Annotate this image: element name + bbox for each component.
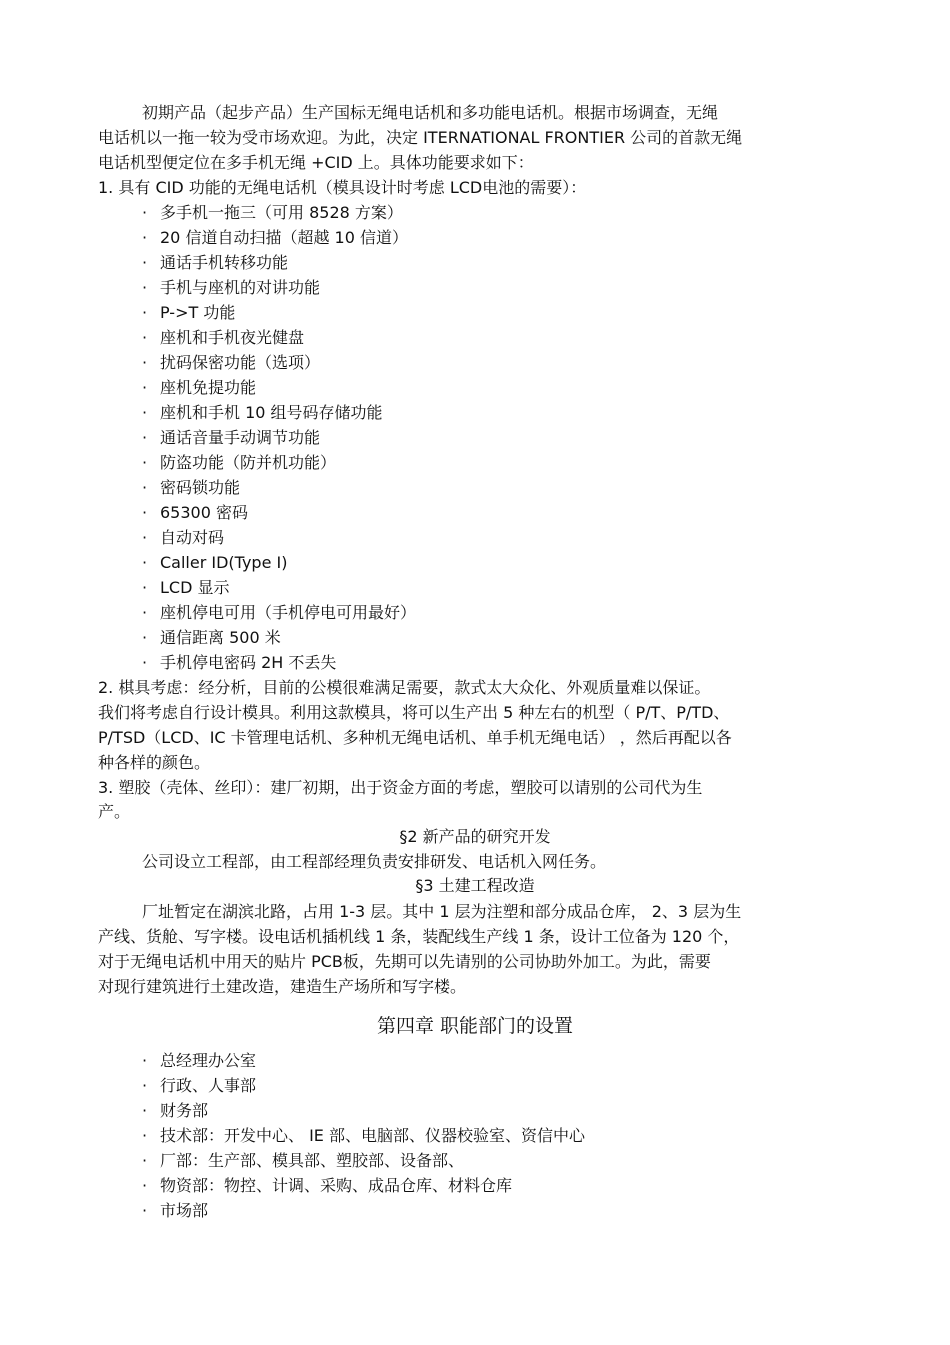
bullet-icon: · — [142, 528, 148, 547]
intro-line-1: 初期产品（起步产品）生产国标无绳电话机和多功能电话机。根据市场调查，无绳 — [142, 103, 719, 122]
bullet-icon: · — [142, 203, 148, 222]
bullet-icon: · — [142, 453, 148, 472]
bullet-icon: · — [142, 253, 148, 272]
bullet-icon: · — [142, 1101, 148, 1120]
bullet-icon: · — [142, 653, 148, 672]
bullet-icon: · — [142, 1126, 148, 1145]
bullet-icon: · — [142, 428, 148, 447]
list-item: · 座机免提功能 — [142, 376, 256, 400]
list-item: · 扰码保密功能（选项） — [142, 351, 320, 375]
item-3-line-1: 3. 塑胶（壳体、丝印）：建厂初期，出于资金方面的考虑，塑胶可以请别的公司代为生 — [98, 778, 703, 797]
list-item: · LCD 显示 — [142, 576, 230, 600]
list-item: · 市场部 — [142, 1199, 208, 1223]
item-2-line-1: 2. 棋具考虑：经分析，目前的公模很难满足需要，款式太大众化、外观质量难以保证。 — [98, 678, 711, 697]
list-item: · 技术部：开发中心、 IE 部、电脑部、仪器校验室、资信中心 — [142, 1124, 585, 1148]
item-2-line-3: P/TSD（LCD、IC 卡管理电话机、多种机无绳电话机、单手机无绳电话） ，然后再配以各 — [98, 728, 732, 747]
section-2-title: §2 新产品的研究开发 — [399, 827, 551, 846]
bullet-icon: · — [142, 1176, 148, 1195]
chapter-4-title: 第四章 职能部门的设置 — [376, 1015, 574, 1037]
list-item: · Caller ID(Type I) — [142, 551, 287, 575]
list-item: · 自动对码 — [142, 526, 224, 550]
section-3-line-1: 厂址暂定在湖滨北路，占用 1-3 层。其中 1 层为注塑和部分成品仓库， 2、3 层为生 — [142, 902, 742, 921]
bullet-icon: · — [142, 1151, 148, 1170]
list-item: · 通信距离 500 米 — [142, 626, 281, 650]
bullet-icon: · — [142, 353, 148, 372]
list-item: · 座机和手机夜光健盘 — [142, 326, 304, 350]
bullet-icon: · — [142, 278, 148, 297]
bullet-icon: · — [142, 603, 148, 622]
list-item: · 20 信道自动扫描（超越 10 信道） — [142, 226, 408, 250]
item-1-heading: 1. 具有 CID 功能的无绳电话机（模具设计时考虑 LCD电池的需要）： — [98, 178, 587, 197]
bullet-icon: · — [142, 378, 148, 397]
list-item: · 密码锁功能 — [142, 476, 240, 500]
section-3-title: §3 土建工程改造 — [415, 876, 535, 895]
bullet-icon: · — [142, 628, 148, 647]
list-item: · 手机与座机的对讲功能 — [142, 276, 320, 300]
bullet-icon: · — [142, 553, 148, 572]
list-item: · 通话音量手动调节功能 — [142, 426, 320, 450]
list-item: · 多手机一拖三（可用 8528 方案） — [142, 201, 403, 225]
section-3-line-3: 对于无绳电话机中用天的贴片 PCB板，先期可以先请别的公司协助外加工。为此，需要 — [98, 952, 711, 971]
list-item: · 总经理办公室 — [142, 1049, 256, 1073]
bullet-icon: · — [142, 303, 148, 322]
bullet-icon: · — [142, 403, 148, 422]
list-item: · 物资部：物控、计调、采购、成品仓库、材料仓库 — [142, 1174, 512, 1198]
intro-line-2: 电话机以一拖一较为受市场欢迎。为此，决定 ITERNATIONAL FRONTIER 公司的首款无绳 — [98, 128, 743, 147]
bullet-icon: · — [142, 1051, 148, 1070]
list-item: · 防盗功能（防并机功能） — [142, 451, 336, 475]
section-2-body: 公司设立工程部，由工程部经理负责安排研发、电话机入网任务。 — [142, 852, 607, 871]
list-item: · 手机停电密码 2H 不丢失 — [142, 651, 336, 675]
list-item: · 财务部 — [142, 1099, 208, 1123]
bullet-icon: · — [142, 1201, 148, 1220]
bullet-icon: · — [142, 1076, 148, 1095]
bullet-icon: · — [142, 228, 148, 247]
item-2-line-4: 种各样的颜色。 — [98, 753, 211, 772]
list-item: · 座机停电可用（手机停电可用最好） — [142, 601, 416, 625]
list-item: · 行政、人事部 — [142, 1074, 256, 1098]
item-3-line-2: 产。 — [98, 802, 131, 821]
bullet-icon: · — [142, 503, 148, 522]
list-item: · P->T 功能 — [142, 301, 235, 325]
bullet-icon: · — [142, 328, 148, 347]
section-3-line-4: 对现行建筑进行土建改造，建造生产场所和写字楼。 — [98, 977, 467, 996]
section-3-line-2: 产线、货舱、写字楼。设电话机插机线 1 条，装配线生产线 1 条，设计工位备为 120 个， — [98, 927, 740, 946]
intro-line-3: 电话机型便定位在多手机无绳 +CID 上。具体功能要求如下： — [98, 153, 534, 172]
list-item: · 65300 密码 — [142, 501, 248, 525]
list-item: · 通话手机转移功能 — [142, 251, 288, 275]
bullet-icon: · — [142, 478, 148, 497]
bullet-icon: · — [142, 578, 148, 597]
item-2-line-2: 我们将考虑自行设计模具。利用这款模具，将可以生产出 5 种左右的机型（ P/T、P/TD、 — [98, 703, 730, 722]
list-item: · 座机和手机 10 组号码存储功能 — [142, 401, 383, 425]
list-item: · 厂部：生产部、模具部、塑胶部、设备部、 — [142, 1149, 464, 1173]
